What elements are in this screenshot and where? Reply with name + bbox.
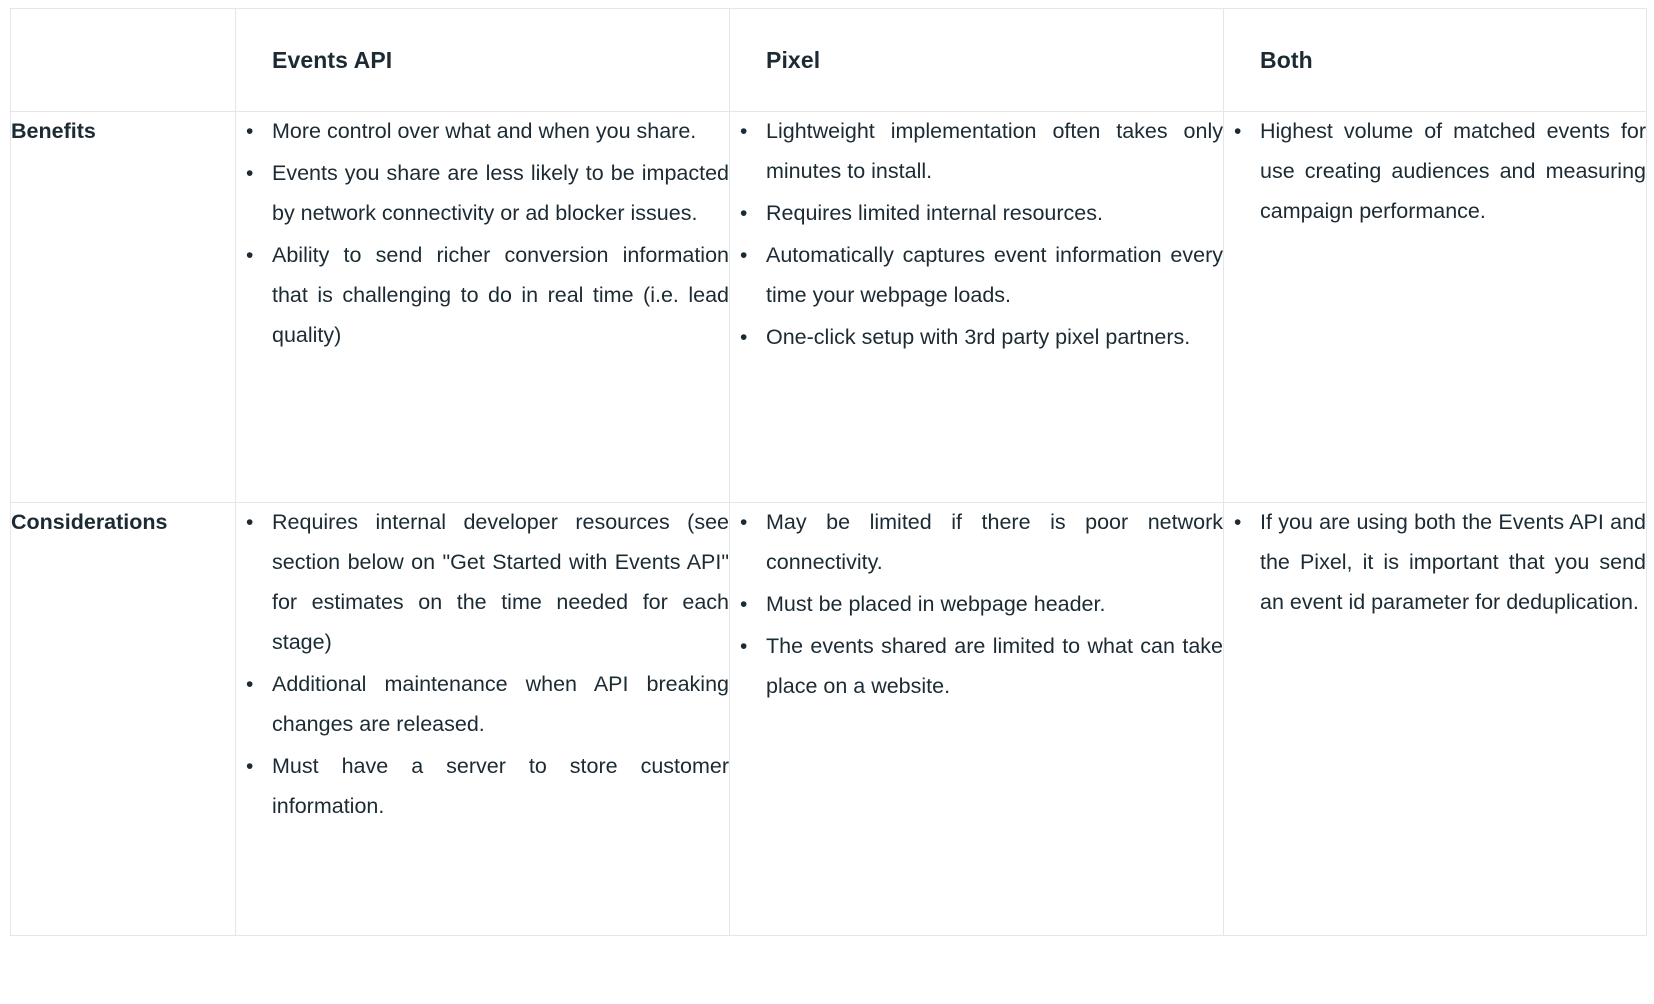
table-header-row [11, 9, 1647, 112]
column-header-pixel: Pixel [730, 9, 1224, 112]
table-row [11, 503, 1647, 936]
list-item: • Lightweight implementation often takes only minutes to install. [762, 112, 1223, 192]
bullet-list [236, 112, 729, 356]
bullet-list [730, 112, 1223, 358]
list-item: • If you are using both the Events API and the Pixel, it is important that you send an event id parameter for deduplication. [1256, 503, 1646, 623]
bullet-list [236, 503, 729, 827]
list-item: • More control over what and when you share. [268, 112, 729, 152]
cell-considerations-pixel [730, 503, 1224, 936]
list-item: • Automatically captures event information every time your webpage loads. [762, 236, 1223, 316]
table-row [11, 112, 1647, 503]
list-item: • Must be placed in webpage header. [762, 585, 1223, 625]
cell-benefits-pixel [730, 112, 1224, 503]
bullet-list [730, 503, 1223, 707]
list-item: • May be limited if there is poor network connectivity. [762, 503, 1223, 583]
column-header-both: Both [1224, 9, 1647, 112]
column-header-events-api: Events API [236, 9, 730, 112]
list-item: • Events you share are less likely to be impacted by network connectivity or ad blocker issues. [268, 154, 729, 234]
list-item: • Requires limited internal resources. [762, 194, 1223, 234]
list-item: • Highest volume of matched events for use creating audiences and measuring campaign performance. [1256, 112, 1646, 232]
row-label-considerations: Considerations [11, 503, 236, 936]
cell-considerations-events-api [236, 503, 730, 936]
list-item: • Requires internal developer resources (see section below on "Get Started with Events API" for estimates on the time needed for each stage) [268, 503, 729, 663]
column-header-blank [11, 9, 236, 112]
list-item: • Ability to send richer conversion information that is challenging to do in real time (i.e. lead quality) [268, 236, 729, 356]
events-api-pixel-comparison-table [10, 8, 1647, 936]
bullet-list [1224, 503, 1646, 623]
list-item: • Must have a server to store customer information. [268, 747, 729, 827]
list-item: • The events shared are limited to what can take place on a website. [762, 627, 1223, 707]
list-item: • One-click setup with 3rd party pixel partners. [762, 318, 1223, 358]
cell-benefits-events-api [236, 112, 730, 503]
row-label-benefits: Benefits [11, 112, 236, 503]
list-item: • Additional maintenance when API breaking changes are released. [268, 665, 729, 745]
cell-benefits-both [1224, 112, 1647, 503]
bullet-list [1224, 112, 1646, 232]
cell-considerations-both [1224, 503, 1647, 936]
